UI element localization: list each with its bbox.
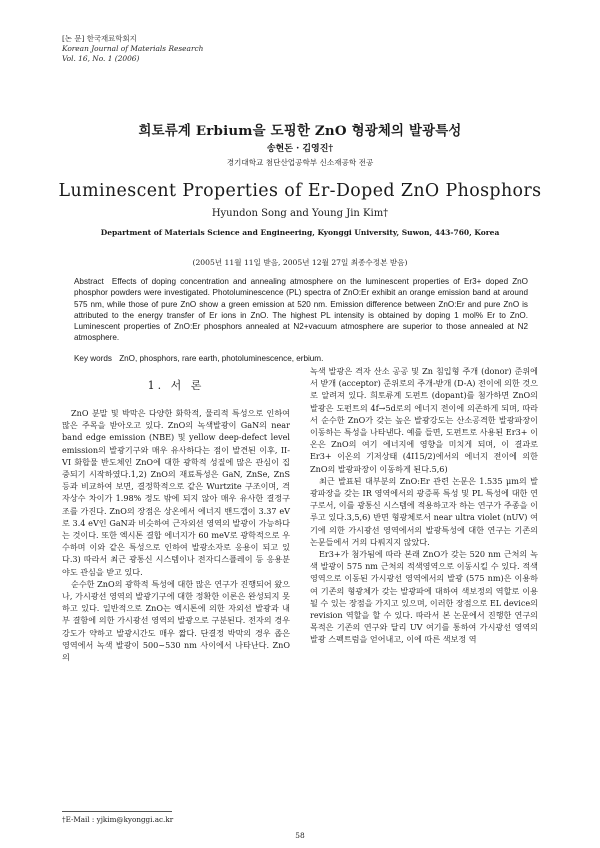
right-paragraph: Er3+가 첨가됨에 따라 본래 ZnO가 갖는 520 nm 근처의 녹색 발광이 575 nm 근처의 적색영역으로 이동시킬 수 있다. 적색 영역으로 이동된 가시광선 영역에서의 발광 (575 nm)은 이용하여 기존의 형광체가 갖는 발광파에 대하여 색보정의 역할로 이용될 수 있는 장점을 가지고 있으며, 이러한 장점으로 EL device의 revision 역할을 할 수 있다. 따라서 본 논문에서 진행한 연구의 목적은 기존의 연구와 달리 UV 여기를 통하여 가시광선 영역의 발광 스펙트럼을 얻어내고, 이에 따른 색보정 역: [310, 549, 538, 645]
affiliation-korean: 경기대학교 첨단산업공학부 신소재공학 전공: [226, 158, 374, 167]
keywords-label: Key words: [74, 354, 112, 363]
left-column: [62, 407, 290, 663]
journal-volume: Vol. 16, No. 1 (2006): [62, 54, 140, 64]
abstract: [74, 276, 528, 344]
left-paragraph: ZnO 분말 및 박막은 다양한 화학적, 물리적 특성으로 인하여 많은 주목을 받아오고 있다. ZnO의 녹색발광이 GaN의 near band edge emission (NBE) 및 yellow deep-defect level emission의 발광기구와 매우 유사하다는 점이 발견된 이후, II-VI 화합물 반도체인 ZnO에 대한 광학적 성질에 많은 관심이 집중되기 시작하였다.1,2) ZnO의 재료특성은 GaN, ZnSe, ZnS 등과 비교하여 보면, 결정학적으로 같은 Wurtzite 구조이며, 격자상수 차이가 1.98% 정도 밖에 되지 않아 매우 유사한 결정구조를 가진다. ZnO의 장점은 상온에서 에너지 밴드갭이 3.37 eV로 3.4 eV인 GaN과 비슷하여 근자외선 영역의 발광이 가능하다는 것이다. 또한 엑시톤 결합 에너지가 60 meV로 광학적으로 우수하며 이와 같은 특성으로 인하여 발광소자로 응용이 되고 있다.3) 따라서 최근 광통신 시스템이나 전자디스플레이 등 응용분야도 관심을 받고 있다.: [62, 408, 290, 577]
journal-header: [62, 34, 203, 65]
authors-korean: 송현돈 · 김영진†: [266, 144, 334, 154]
title-english: Luminescent Properties of Er-Doped ZnO Phosphors: [58, 181, 542, 201]
received-dates: (2005년 11월 11일 받음, 2005년 12월 27일 최종수정본 받음): [192, 258, 408, 267]
footnote-divider: [62, 811, 172, 812]
page-number: 58: [295, 831, 305, 840]
keywords-text: ZnO, phosphors, rare earth, photoluminescence, erbium.: [119, 354, 324, 363]
abstract-text: Effects of doping concentration and annealing atmosphere on the luminescent properties of Er3+ doped ZnO phosphor powders were investigated. Photoluminescence (PL) spectra of ZnO:Er exhibit an orange emission band at around 575 nm, while those of pure ZnO show a green emission at 520 nm. Emission difference between ZnO:Er and pure ZnO is attributed to the energy transfer of Er ions in ZnO. The highest PL intensity is obtained by doping 1 mol% Er to ZnO. Luminescent properties of ZnO:Er phosphors annealed at N2+vacuum atmosphere are superior to those annealed at N2 atmosphere.: [74, 277, 528, 343]
abstract-label: Abstract: [74, 277, 104, 286]
right-paragraph: 녹색 발광은 격자 산소 공공 및 Zn 침입형 주개 (donor) 준위에서 받개 (acceptor) 준위로의 주개-받개 (D-A) 전이에 의한 것으로 알려져 있다. 희토류계 도펀트 (dopant)를 첨가하면 ZnO의 발광은 도펀트의 4f→5d로의 에너지 전이에 의존하게 되며, 따라서 순수한 ZnO가 갖는 높은 발광강도는 산소공격한 발광파장이 이동하는 특성을 나타낸다. 예를 들면, 도펀트로 사용된 Er3+ 이온은 ZnO의 여기 에너지에 영향을 미치게 되며, 이 결과로 Er3+ 이온의 기저상태 (4I15/2)에서의 에너지 전이에 의한 ZnO의 발광파장이 이동하게 된다.5,6): [310, 366, 538, 474]
journal-header-english: Korean Journal of Materials Research: [62, 44, 204, 54]
journal-header-korean: [논 문] 한국재료학회지: [62, 34, 137, 43]
left-paragraph: 순수한 ZnO의 광학적 특성에 대한 많은 연구가 진행되어 왔으나, 가시광선 영역의 발광기구에 대한 정확한 이론은 완성되지 못하고 있다. 일반적으로 ZnO는 엑시톤에 의한 자외선 발광과 내부 결함에 의한 가시광선 영역의 발광으로 구분된다. 전자의 경우 강도가 약하고 발광시간도 매우 짧다. 단결정 박막의 경우 좁은 영역에서 녹색 발광이 500~530 nm 사이에서 나타난다. ZnO의: [62, 578, 290, 663]
authors-english: Hyundon Song and Young Jin Kim†: [211, 208, 389, 219]
right-paragraph: 최근 발표된 대부분의 ZnO:Er 관련 논문은 1.535 μm의 발광파장을 갖는 IR 영역에서의 광증폭 특성 및 PL 특성에 대한 연구로서, 이를 광통신 시스템에 적용하고자 하는 연구가 주종을 이루고 있다.3,5,6) 반면 형광체로서 near ultra violet (nUV) 여기에 의한 가시광선 영역에서의 발광특성에 대한 연구는 기존의 논문들에서 거의 다뤄지지 않았다.: [310, 475, 538, 547]
section-heading-introduction: 1. 서 론: [147, 379, 205, 392]
affiliation-english: Department of Materials Science and Engineering, Kyonggi University, Suwon, 443-760, Korea: [100, 228, 500, 237]
footnote-email: †E-Mail : yjkim@kyonggi.ac.kr: [62, 815, 174, 824]
keywords: [74, 354, 528, 363]
title-korean: 희토류계 Erbium을 도핑한 ZnO 형광체의 발광특성: [138, 123, 462, 139]
right-column: [310, 365, 538, 646]
